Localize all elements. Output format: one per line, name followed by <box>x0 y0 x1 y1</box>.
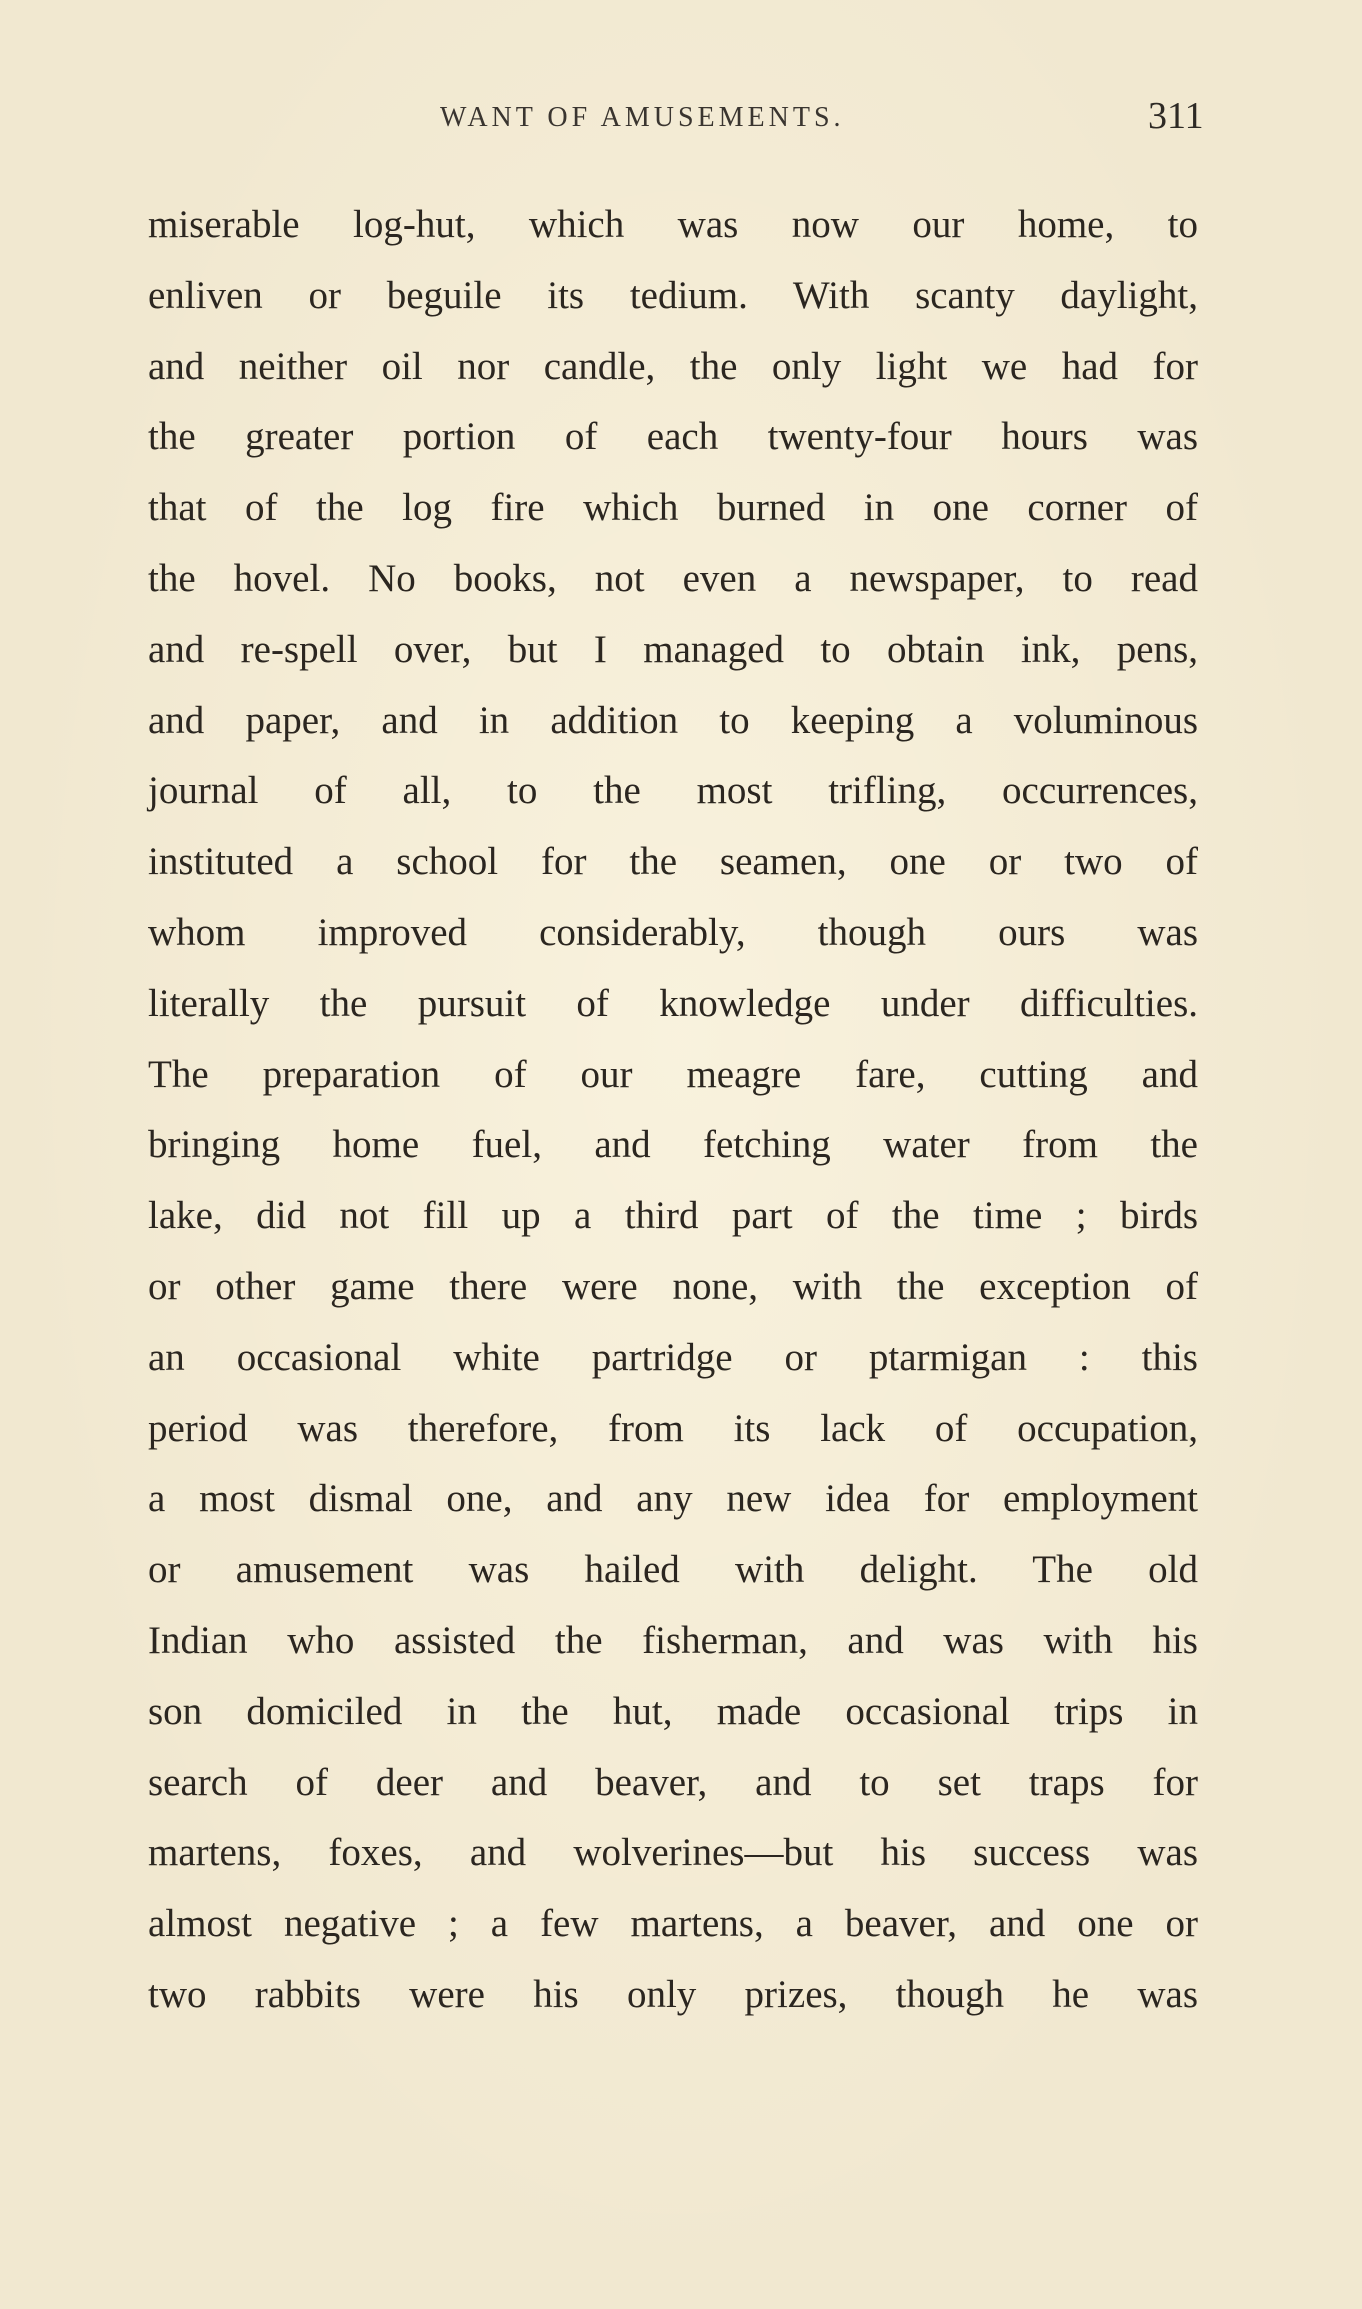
text-line: the hovel. No books, not even a newspaper, to read <box>148 556 1198 600</box>
text-line: Indian who assisted the fisherman, and was with his <box>148 1618 1198 1662</box>
text-line: literally the pursuit of knowledge under difficulties. <box>148 981 1198 1025</box>
text-line: bringing home fuel, and fetching water from the <box>148 1123 1198 1167</box>
text-line: The preparation of our meagre fare, cutting and <box>148 1052 1198 1096</box>
text-line: enliven or beguile its tedium. With scanty daylight, <box>148 273 1198 317</box>
text-line: instituted a school for the seamen, one or two of <box>148 840 1198 884</box>
text-line: or other game there were none, with the exception of <box>148 1264 1198 1308</box>
text-line: the greater portion of each twenty-four hours was <box>148 415 1198 459</box>
running-title: WANT OF AMUSEMENTS. <box>440 102 845 133</box>
text-line: martens, foxes, and wolverines—but his success was <box>148 1831 1198 1875</box>
text-line: or amusement was hailed with delight. The old <box>148 1548 1198 1592</box>
text-line: two rabbits were his only prizes, though he was <box>148 1972 1198 2016</box>
text-line: and paper, and in addition to keeping a voluminous <box>148 698 1198 742</box>
text-line: journal of all, to the most trifling, occurrences, <box>148 769 1198 813</box>
text-line: miserable log-hut, which was now our home, to <box>148 203 1198 246</box>
text-line: search of deer and beaver, and to set traps for <box>148 1760 1198 1804</box>
body-text <box>148 190 1198 2031</box>
text-line: and re-spell over, but I managed to obtain ink, pens, <box>148 627 1198 671</box>
text-line: almost negative ; a few martens, a beaver, and one or <box>148 1902 1198 1946</box>
text-line: period was therefore, from its lack of occupation, <box>148 1406 1198 1450</box>
text-line: and neither oil nor candle, the only light we had for <box>148 344 1198 388</box>
text-line: whom improved considerably, though ours was <box>148 910 1198 954</box>
text-line: son domiciled in the hut, made occasional trips in <box>148 1689 1198 1733</box>
text-line: a most dismal one, and any new idea for employment <box>148 1477 1198 1521</box>
running-head <box>0 92 1362 142</box>
page-number: 311 <box>1148 95 1204 137</box>
text-line: that of the log fire which burned in one corner of <box>148 486 1198 530</box>
text-line: lake, did not fill up a third part of the time ; birds <box>148 1194 1198 1238</box>
text-line: an occasional white partridge or ptarmigan : this <box>148 1335 1198 1379</box>
